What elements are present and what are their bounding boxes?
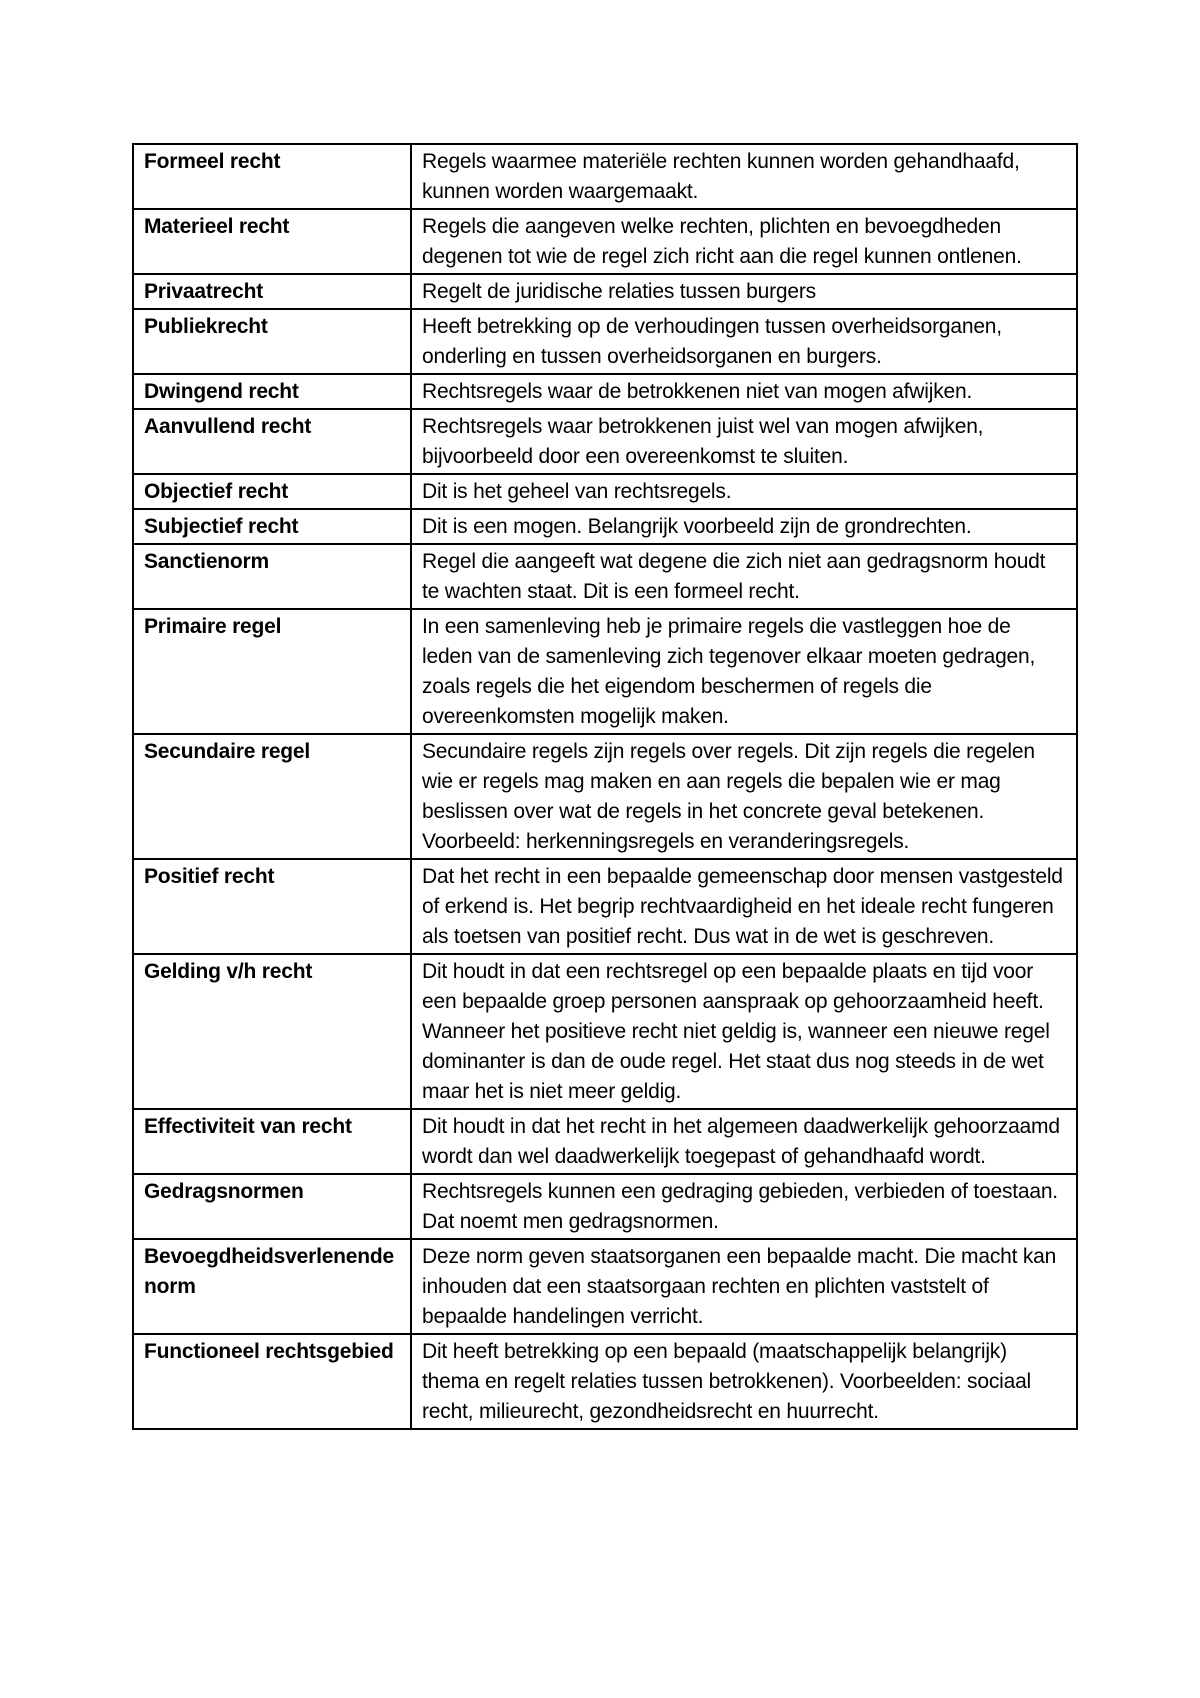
term-cell: Secundaire regel <box>133 734 411 859</box>
table-row <box>133 544 1077 609</box>
table-row <box>133 509 1077 544</box>
definition-cell: Dat het recht in een bepaalde gemeenschap door mensen vastgesteld of erkend is. Het begrip rechtvaardigheid en het ideale recht fungeren als toetsen van positief recht. Dus wat in de wet is geschreven. <box>411 859 1077 954</box>
table-row <box>133 144 1077 209</box>
table-row <box>133 274 1077 309</box>
definition-cell: Rechtsregels waar de betrokkenen niet van mogen afwijken. <box>411 374 1077 409</box>
definition-cell: Dit houdt in dat het recht in het algemeen daadwerkelijk gehoorzaamd wordt dan wel daadwerkelijk toegepast of gehandhaafd wordt. <box>411 1109 1077 1174</box>
table-row <box>133 1174 1077 1239</box>
definition-cell: Dit is het geheel van rechtsregels. <box>411 474 1077 509</box>
definition-cell: Dit heeft betrekking op een bepaald (maatschappelijk belangrijk) thema en regelt relaties tussen betrokkenen). Voorbeelden: sociaal recht, milieurecht, gezondheidsrecht en huurrecht. <box>411 1334 1077 1429</box>
term-cell: Privaatrecht <box>133 274 411 309</box>
term-cell: Materieel recht <box>133 209 411 274</box>
definition-cell: Regelt de juridische relaties tussen burgers <box>411 274 1077 309</box>
definition-cell: Dit houdt in dat een rechtsregel op een bepaalde plaats en tijd voor een bepaalde groep personen aanspraak op gehoorzaamheid heeft. Wanneer het positieve recht niet geldig is, wanneer een nieuwe regel dominanter is dan de oude regel. Het staat dus nog steeds in de wet maar het is niet meer geldig. <box>411 954 1077 1109</box>
table-row <box>133 374 1077 409</box>
definition-cell: Dit is een mogen. Belangrijk voorbeeld zijn de grondrechten. <box>411 509 1077 544</box>
term-cell: Formeel recht <box>133 144 411 209</box>
definition-cell: Regels die aangeven welke rechten, plichten en bevoegdheden degenen tot wie de regel zich richt aan die regel kunnen ontlenen. <box>411 209 1077 274</box>
table-row <box>133 409 1077 474</box>
term-cell: Primaire regel <box>133 609 411 734</box>
definition-cell: Regel die aangeeft wat degene die zich niet aan gedragsnorm houdt te wachten staat. Dit is een formeel recht. <box>411 544 1077 609</box>
definition-cell: Deze norm geven staatsorganen een bepaalde macht. Die macht kan inhouden dat een staatsorgaan rechten en plichten vaststelt of bepaalde handelingen verricht. <box>411 1239 1077 1334</box>
definition-cell: Heeft betrekking op de verhoudingen tussen overheidsorganen, onderling en tussen overheidsorganen en burgers. <box>411 309 1077 374</box>
table-row <box>133 609 1077 734</box>
term-cell: Gedragsnormen <box>133 1174 411 1239</box>
table-row <box>133 1334 1077 1429</box>
term-cell: Aanvullend recht <box>133 409 411 474</box>
table-row <box>133 209 1077 274</box>
term-cell: Bevoegdheidsverlenende norm <box>133 1239 411 1334</box>
term-cell: Sanctienorm <box>133 544 411 609</box>
definition-cell: Regels waarmee materiële rechten kunnen worden gehandhaafd, kunnen worden waargemaakt. <box>411 144 1077 209</box>
glossary-table-body <box>133 144 1077 1429</box>
definition-cell: In een samenleving heb je primaire regels die vastleggen hoe de leden van de samenleving zich tegenover elkaar moeten gedragen, zoals regels die het eigendom beschermen of regels die overeenkomsten mogelijk maken. <box>411 609 1077 734</box>
term-cell: Objectief recht <box>133 474 411 509</box>
term-cell: Gelding v/h recht <box>133 954 411 1109</box>
definition-cell: Secundaire regels zijn regels over regels. Dit zijn regels die regelen wie er regels mag maken en aan regels die bepalen wie er mag beslissen over wat de regels in het concrete geval betekenen. Voorbeeld: herkenningsregels en veranderingsregels. <box>411 734 1077 859</box>
term-cell: Functioneel rechtsgebied <box>133 1334 411 1429</box>
definition-cell: Rechtsregels waar betrokkenen juist wel van mogen afwijken, bijvoorbeeld door een overeenkomst te sluiten. <box>411 409 1077 474</box>
table-row <box>133 859 1077 954</box>
glossary-table <box>132 143 1078 1430</box>
table-row <box>133 309 1077 374</box>
term-cell: Subjectief recht <box>133 509 411 544</box>
table-row <box>133 1239 1077 1334</box>
term-cell: Publiekrecht <box>133 309 411 374</box>
term-cell: Positief recht <box>133 859 411 954</box>
table-row <box>133 474 1077 509</box>
table-row <box>133 1109 1077 1174</box>
term-cell: Dwingend recht <box>133 374 411 409</box>
definition-cell: Rechtsregels kunnen een gedraging gebieden, verbieden of toestaan. Dat noemt men gedragsnormen. <box>411 1174 1077 1239</box>
term-cell: Effectiviteit van recht <box>133 1109 411 1174</box>
table-row <box>133 734 1077 859</box>
table-row <box>133 954 1077 1109</box>
